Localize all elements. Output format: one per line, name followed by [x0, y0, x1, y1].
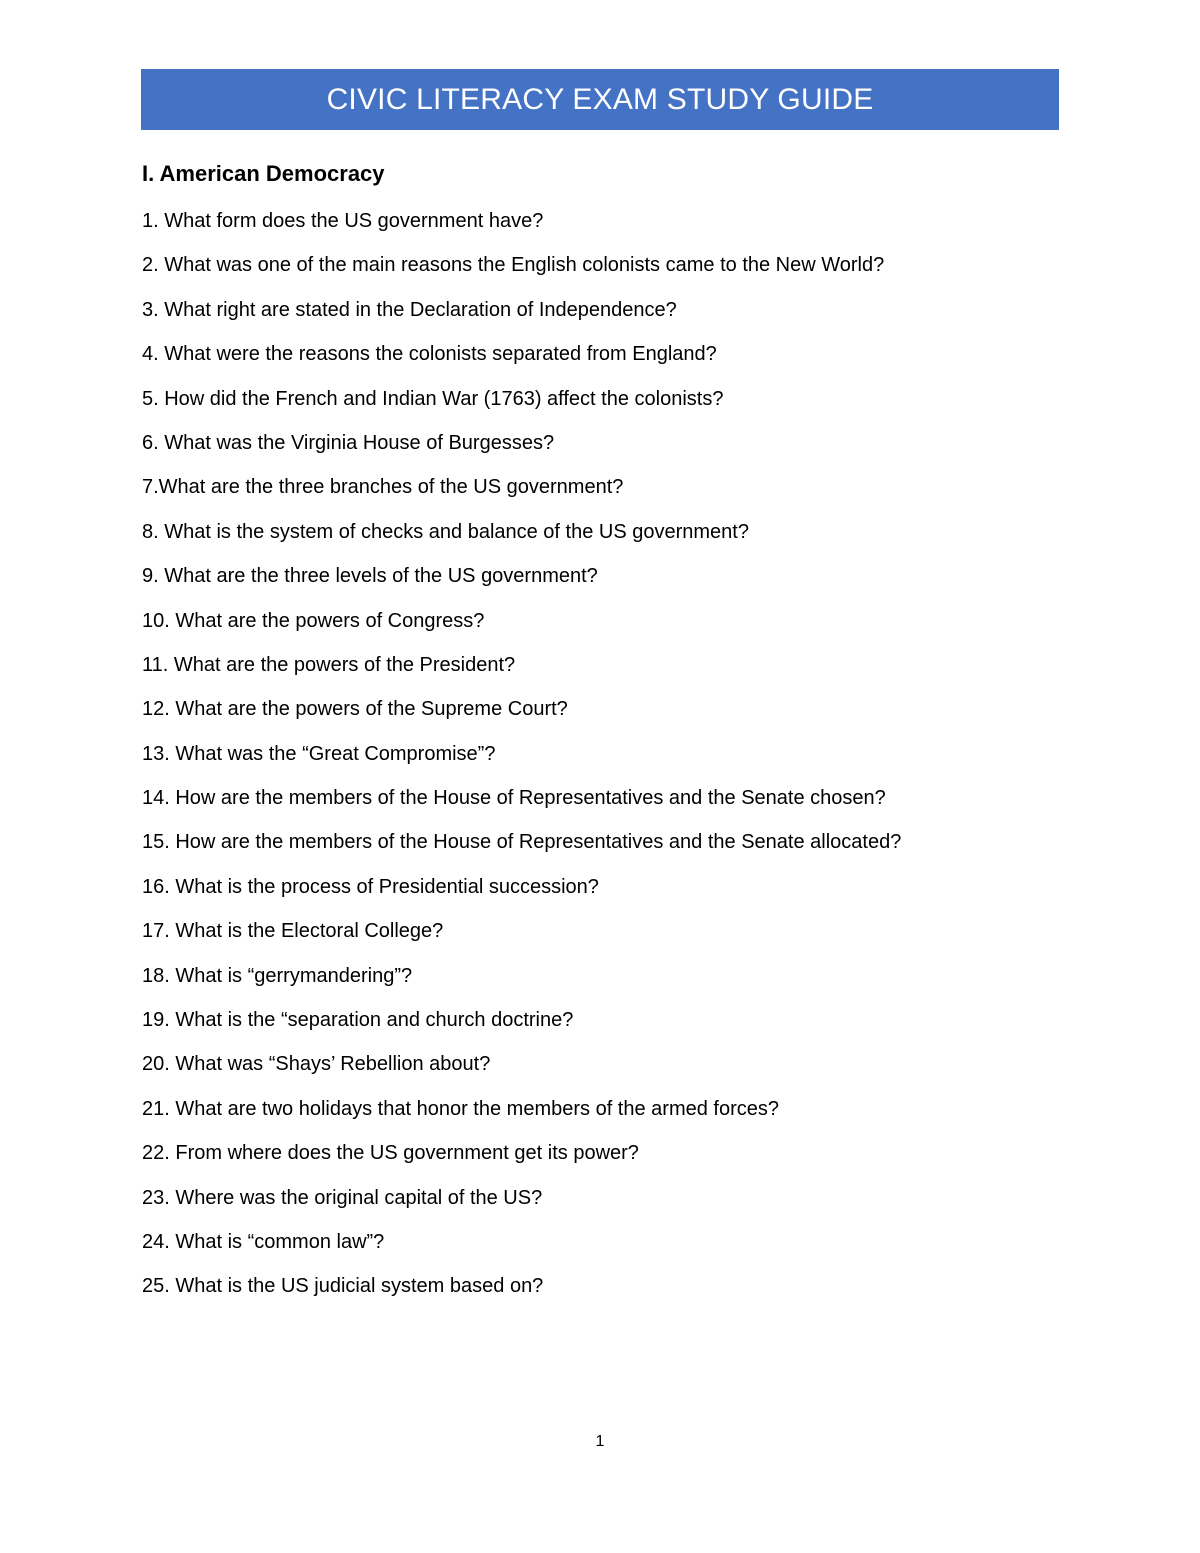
title-banner	[141, 69, 1059, 130]
question-item: 7.What are the three branches of the US government?	[142, 476, 624, 499]
question-item: 1. What form does the US government have?	[142, 210, 544, 232]
question-item: 14. How are the members of the House of Representatives and the Senate chosen?	[142, 787, 886, 810]
question-item: 18. What is “gerrymandering”?	[142, 964, 413, 987]
question-item: 9. What are the three levels of the US government?	[142, 565, 598, 588]
question-item: 6. What was the Virginia House of Burgesses?	[142, 431, 555, 454]
document-title: CIVIC LITERACY EXAM STUDY GUIDE	[326, 82, 874, 116]
question-item: 2. What was one of the main reasons the English colonists came to the New World?	[142, 254, 885, 277]
question-item: 17. What is the Electoral College?	[142, 920, 444, 943]
question-item: 20. What was “Shays’ Rebellion about?	[142, 1053, 491, 1076]
question-item: 22. From where does the US government get its power?	[142, 1142, 639, 1165]
question-item: 4. What were the reasons the colonists separated from England?	[142, 343, 717, 366]
question-item: 23. Where was the original capital of the US?	[142, 1186, 543, 1209]
section-heading: I. American Democracy	[142, 161, 385, 186]
question-item: 8. What is the system of checks and balance of the US government?	[142, 520, 749, 543]
question-item: 13. What was the “Great Compromise”?	[142, 742, 496, 765]
question-item: 21. What are two holidays that honor the members of the armed forces?	[142, 1097, 779, 1120]
question-item: 16. What is the process of Presidential succession?	[142, 875, 599, 898]
question-item: 10. What are the powers of Congress?	[142, 609, 485, 632]
question-list	[142, 207, 901, 1317]
page-number: 1	[595, 1433, 605, 1450]
question-item: 25. What is the US judicial system based on?	[142, 1275, 544, 1298]
question-item: 15. How are the members of the House of Representatives and the Senate allocated?	[142, 831, 902, 854]
question-item: 19. What is the “separation and church doctrine?	[142, 1009, 574, 1032]
question-item: 12. What are the powers of the Supreme Court?	[142, 698, 568, 721]
question-item: 11. What are the powers of the President?	[142, 653, 516, 676]
question-item: 5. How did the French and Indian War (1763) affect the colonists?	[142, 387, 724, 410]
question-item: 3. What right are stated in the Declaration of Independence?	[142, 298, 677, 321]
question-item: 24. What is “common law”?	[142, 1230, 385, 1253]
